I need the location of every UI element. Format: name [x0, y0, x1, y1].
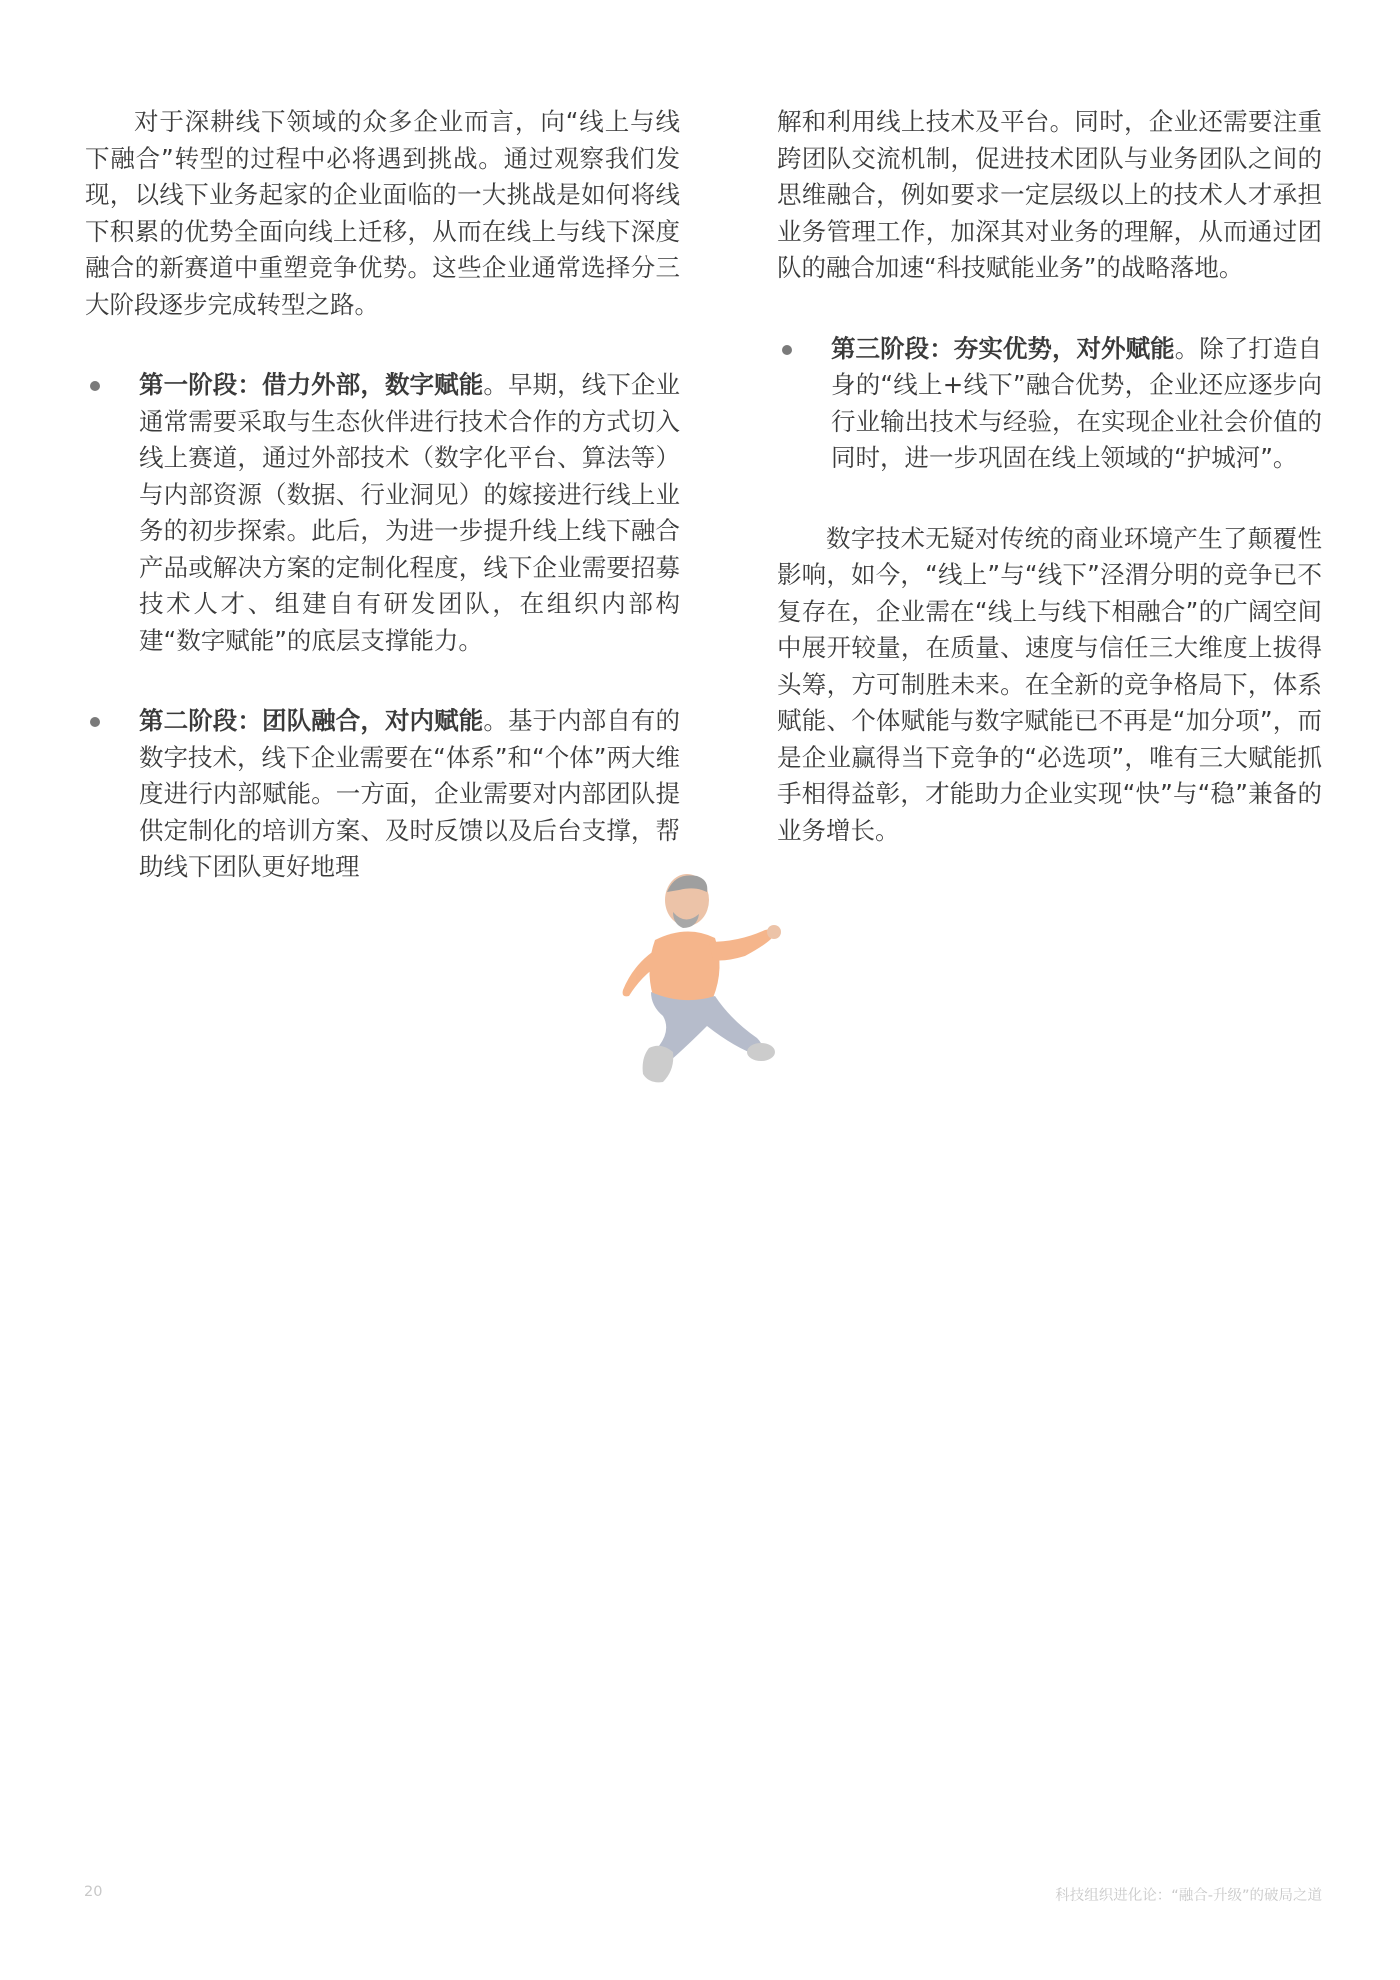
- stage-1-item: [85, 367, 680, 659]
- bullet-icon: [782, 345, 792, 355]
- stage-2-title: 第二阶段：团队融合，对内赋能: [139, 706, 484, 735]
- page-number: 20: [84, 1884, 103, 1900]
- stage-3-body: 。除了打造自身的“线上+线下”融合优势，企业还应逐步向行业输出技术与经验，在实现企业社会价值的同时，进一步巩固在线上领域的“护城河”。: [831, 333, 1323, 472]
- stage-2-continuation: 解和利用线上技术及平台。同时，企业还需要注重跨团队交流机制，促进技术团队与业务团队之间的思维融合，例如要求一定层级以上的技术人才承担业务管理工作，加深其对业务的理解，从而通过团队的融合加速“科技赋能业务”的战略落地。: [777, 107, 1322, 282]
- intro-paragraph: 对于深耕线下领域的众多企业而言，向“线上与线下融合”转型的过程中必将遇到挑战。通过观察我们发现，以线下业务起家的企业面临的一大挑战是如何将线下积累的优势全面向线上迁移，从而在线上与线下深度融合的新赛道中重塑竞争优势。这些企业通常选择分三大阶段逐步完成转型之路。: [85, 107, 680, 319]
- stage-3-item: [777, 331, 1322, 477]
- running-person-illustration: [575, 870, 815, 1110]
- stage-1-title: 第一阶段：借力外部，数字赋能: [139, 370, 484, 399]
- stage-3-title: 第三阶段：夯实优势，对外赋能: [831, 333, 1175, 363]
- left-column: [85, 104, 680, 886]
- report-title: 科技组织进化论：“融合-升级”的破局之道: [1055, 1888, 1322, 1904]
- stage-1-body: 。早期，线下企业通常需要采取与生态伙伴进行技术合作的方式切入线上赛道，通过外部技术（数字化平台、算法等）与内部资源（数据、行业洞见）的嫁接进行线上业务的初步探索。此后，为进一步提升线上线下融合产品或解决方案的定制化程度，线下企业需要招募技术人才、组建自有研发团队，在组织内部构建“数字赋能”的底层支撑能力。: [139, 370, 681, 655]
- bullet-icon: [90, 717, 100, 727]
- stage-2-body: 。基于内部自有的数字技术，线下企业需要在“体系”和“个体”两大维度进行内部赋能。一方面，企业需要对内部团队提供定制化的培训方案、及时反馈以及后台支撑，帮助线下团队更好地理: [139, 706, 681, 881]
- conclusion-paragraph: 数字技术无疑对传统的商业环境产生了颠覆性影响，如今，“线上”与“线下”泾渭分明的竞争已不复存在，企业需在“线上与线下相融合”的广阔空间中展开较量，在质量、速度与信任三大维度上拔得头筹，方可制胜未来。在全新的竞争格局下，体系赋能、个体赋能与数字赋能已不再是“加分项”，而是企业赢得当下竞争的“必选项”，唯有三大赋能抓手相得益彰，才能助力企业实现“快”与“稳”兼备的业务增长。: [777, 523, 1322, 845]
- right-column: [777, 104, 1322, 849]
- stage-2-item: [85, 703, 680, 886]
- bullet-icon: [90, 381, 100, 391]
